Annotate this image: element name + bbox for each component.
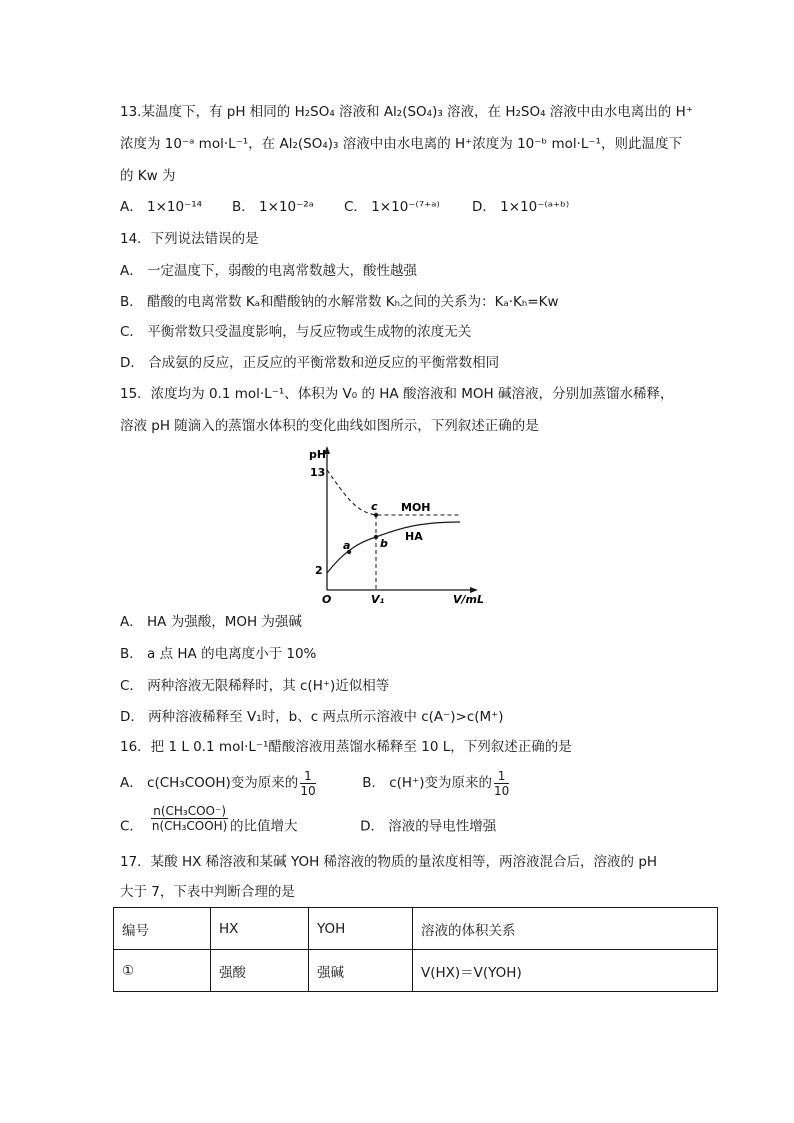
q17-table — [113, 907, 718, 992]
q16-stem: 16．把 1 L 0.1 mol·L⁻¹醋酸溶液用蒸馏水稀释至 10 L，下列叙述正确的是 — [120, 739, 572, 755]
q14-option-c: C． 平衡常数只受温度影响，与反应物或生成物的浓度无关 — [120, 324, 472, 340]
point-a-label: a — [343, 539, 351, 552]
q15-line1: 15．浓度均为 0.1 mol·L⁻¹、体积为 V₀ 的 HA 酸溶液和 MOH 碱溶液，分别加蒸馏水稀释， — [120, 386, 674, 402]
q14-option-a: A． 一定温度下，弱酸的电离常数越大，酸性越强 — [120, 263, 418, 279]
q16-option-c-label: C． — [120, 818, 143, 835]
x-axis-label: V/mL — [453, 593, 485, 605]
q13-option-b: B． 1×10⁻²ᵃ — [232, 199, 314, 215]
q16-option-a: A． c(CH₃COOH)变为原来的 — [120, 775, 299, 791]
q17-line2: 大于 7，下表中判断合理的是 — [120, 884, 295, 900]
fraction-denominator: 10 — [493, 783, 510, 798]
q13-line3: 的 Kw 为 — [120, 168, 176, 184]
q17-line1: 17．某酸 HX 稀溶液和某碱 YOH 稀溶液的物质的量浓度相等，两溶液混合后，溶液的 pH — [120, 854, 658, 870]
x-tick-v1: V₁ — [371, 593, 385, 605]
y-tick-2: 2 — [315, 564, 323, 577]
fraction-numerator: n(CH₃COO⁻) — [153, 804, 227, 818]
q14-option-d: D． 合成氨的反应，正反应的平衡常数和逆反应的平衡常数相同 — [120, 355, 500, 371]
fraction-numerator: 1 — [494, 769, 509, 784]
q14-stem: 14．下列说法错误的是 — [120, 231, 259, 247]
point-c — [374, 513, 378, 517]
q14-option-b: B． 醋酸的电离常数 Kₐ和醋酸钠的水解常数 Kₕ之间的关系为：Kₐ·Kₕ=Kw — [120, 294, 559, 310]
table-cell: V(HX)＝V(YOH) — [413, 950, 718, 992]
q15-line2: 溶液 pH 随滴入的蒸馏水体积的变化曲线如图所示，下列叙述正确的是 — [120, 418, 539, 434]
fraction-numerator: 1 — [300, 769, 315, 784]
q16-option-b-fraction — [494, 769, 509, 798]
table-header-cell: 编号 — [114, 908, 211, 950]
q16-option-a-fraction — [300, 769, 315, 798]
q13-options — [120, 197, 569, 217]
table-header-cell: YOH — [309, 908, 413, 950]
q16-option-c-tail: 的比值增大 — [230, 818, 298, 835]
table-cell: 强酸 — [211, 950, 309, 992]
ha-series-label: HA — [405, 530, 423, 543]
q15-option-d: D． 两种溶液稀释至 V₁时，b、c 两点所示溶液中 c(A⁻)>c(M⁺) — [120, 709, 504, 725]
q13-option-c: C． 1×10⁻⁽⁷⁺ᵃ⁾ — [344, 199, 440, 215]
table-header-cell: HX — [211, 908, 309, 950]
q16-options-cd — [120, 804, 496, 836]
q16-option-c-fraction — [151, 804, 228, 833]
q15-option-c: C． 两种溶液无限稀释时，其 c(H⁺)近似相等 — [120, 678, 390, 694]
origin-label: O — [322, 593, 332, 605]
q16-options-ab — [120, 768, 511, 798]
point-c-label: c — [371, 500, 378, 513]
q13-line2: 浓度为 10⁻ᵃ mol·L⁻¹，在 Al₂(SO₄)₃ 溶液中由水电离的 H⁺浓度为 10⁻ᵇ mol·L⁻¹，则此温度下 — [120, 136, 682, 152]
q15-option-b: B． a 点 HA 的电离度小于 10% — [120, 646, 317, 662]
point-b — [374, 535, 378, 539]
moh-series-label: MOH — [401, 501, 431, 514]
ph-dilution-chart — [300, 440, 490, 605]
moh-curve — [327, 470, 460, 515]
table-header-row — [114, 908, 718, 950]
table-cell: ① — [114, 950, 211, 992]
q13-option-a: A． 1×10⁻¹⁴ — [120, 199, 203, 215]
q13-option-d: D． 1×10⁻⁽ᵃ⁺ᵇ⁾ — [472, 199, 570, 215]
table-header-cell: 溶液的体积关系 — [413, 908, 718, 950]
point-b-label: b — [380, 537, 388, 550]
fraction-denominator: n(CH₃COOH) — [151, 819, 228, 833]
table-cell: 强碱 — [309, 950, 413, 992]
y-axis-label: pH — [309, 448, 327, 461]
q15-option-a: A． HA 为强酸，MOH 为强碱 — [120, 614, 302, 630]
q16-option-d: D． 溶液的导电性增强 — [360, 818, 497, 835]
q16-option-b: B． c(H⁺)变为原来的 — [362, 775, 492, 791]
table-row — [114, 950, 718, 992]
fraction-denominator: 10 — [300, 783, 316, 798]
y-tick-13: 13 — [310, 466, 326, 479]
q13-line1: 13.某温度下，有 pH 相同的 H₂SO₄ 溶液和 Al₂(SO₄)₃ 溶液，在 H₂SO₄ 溶液中由水电离出的 H⁺ — [120, 104, 693, 120]
